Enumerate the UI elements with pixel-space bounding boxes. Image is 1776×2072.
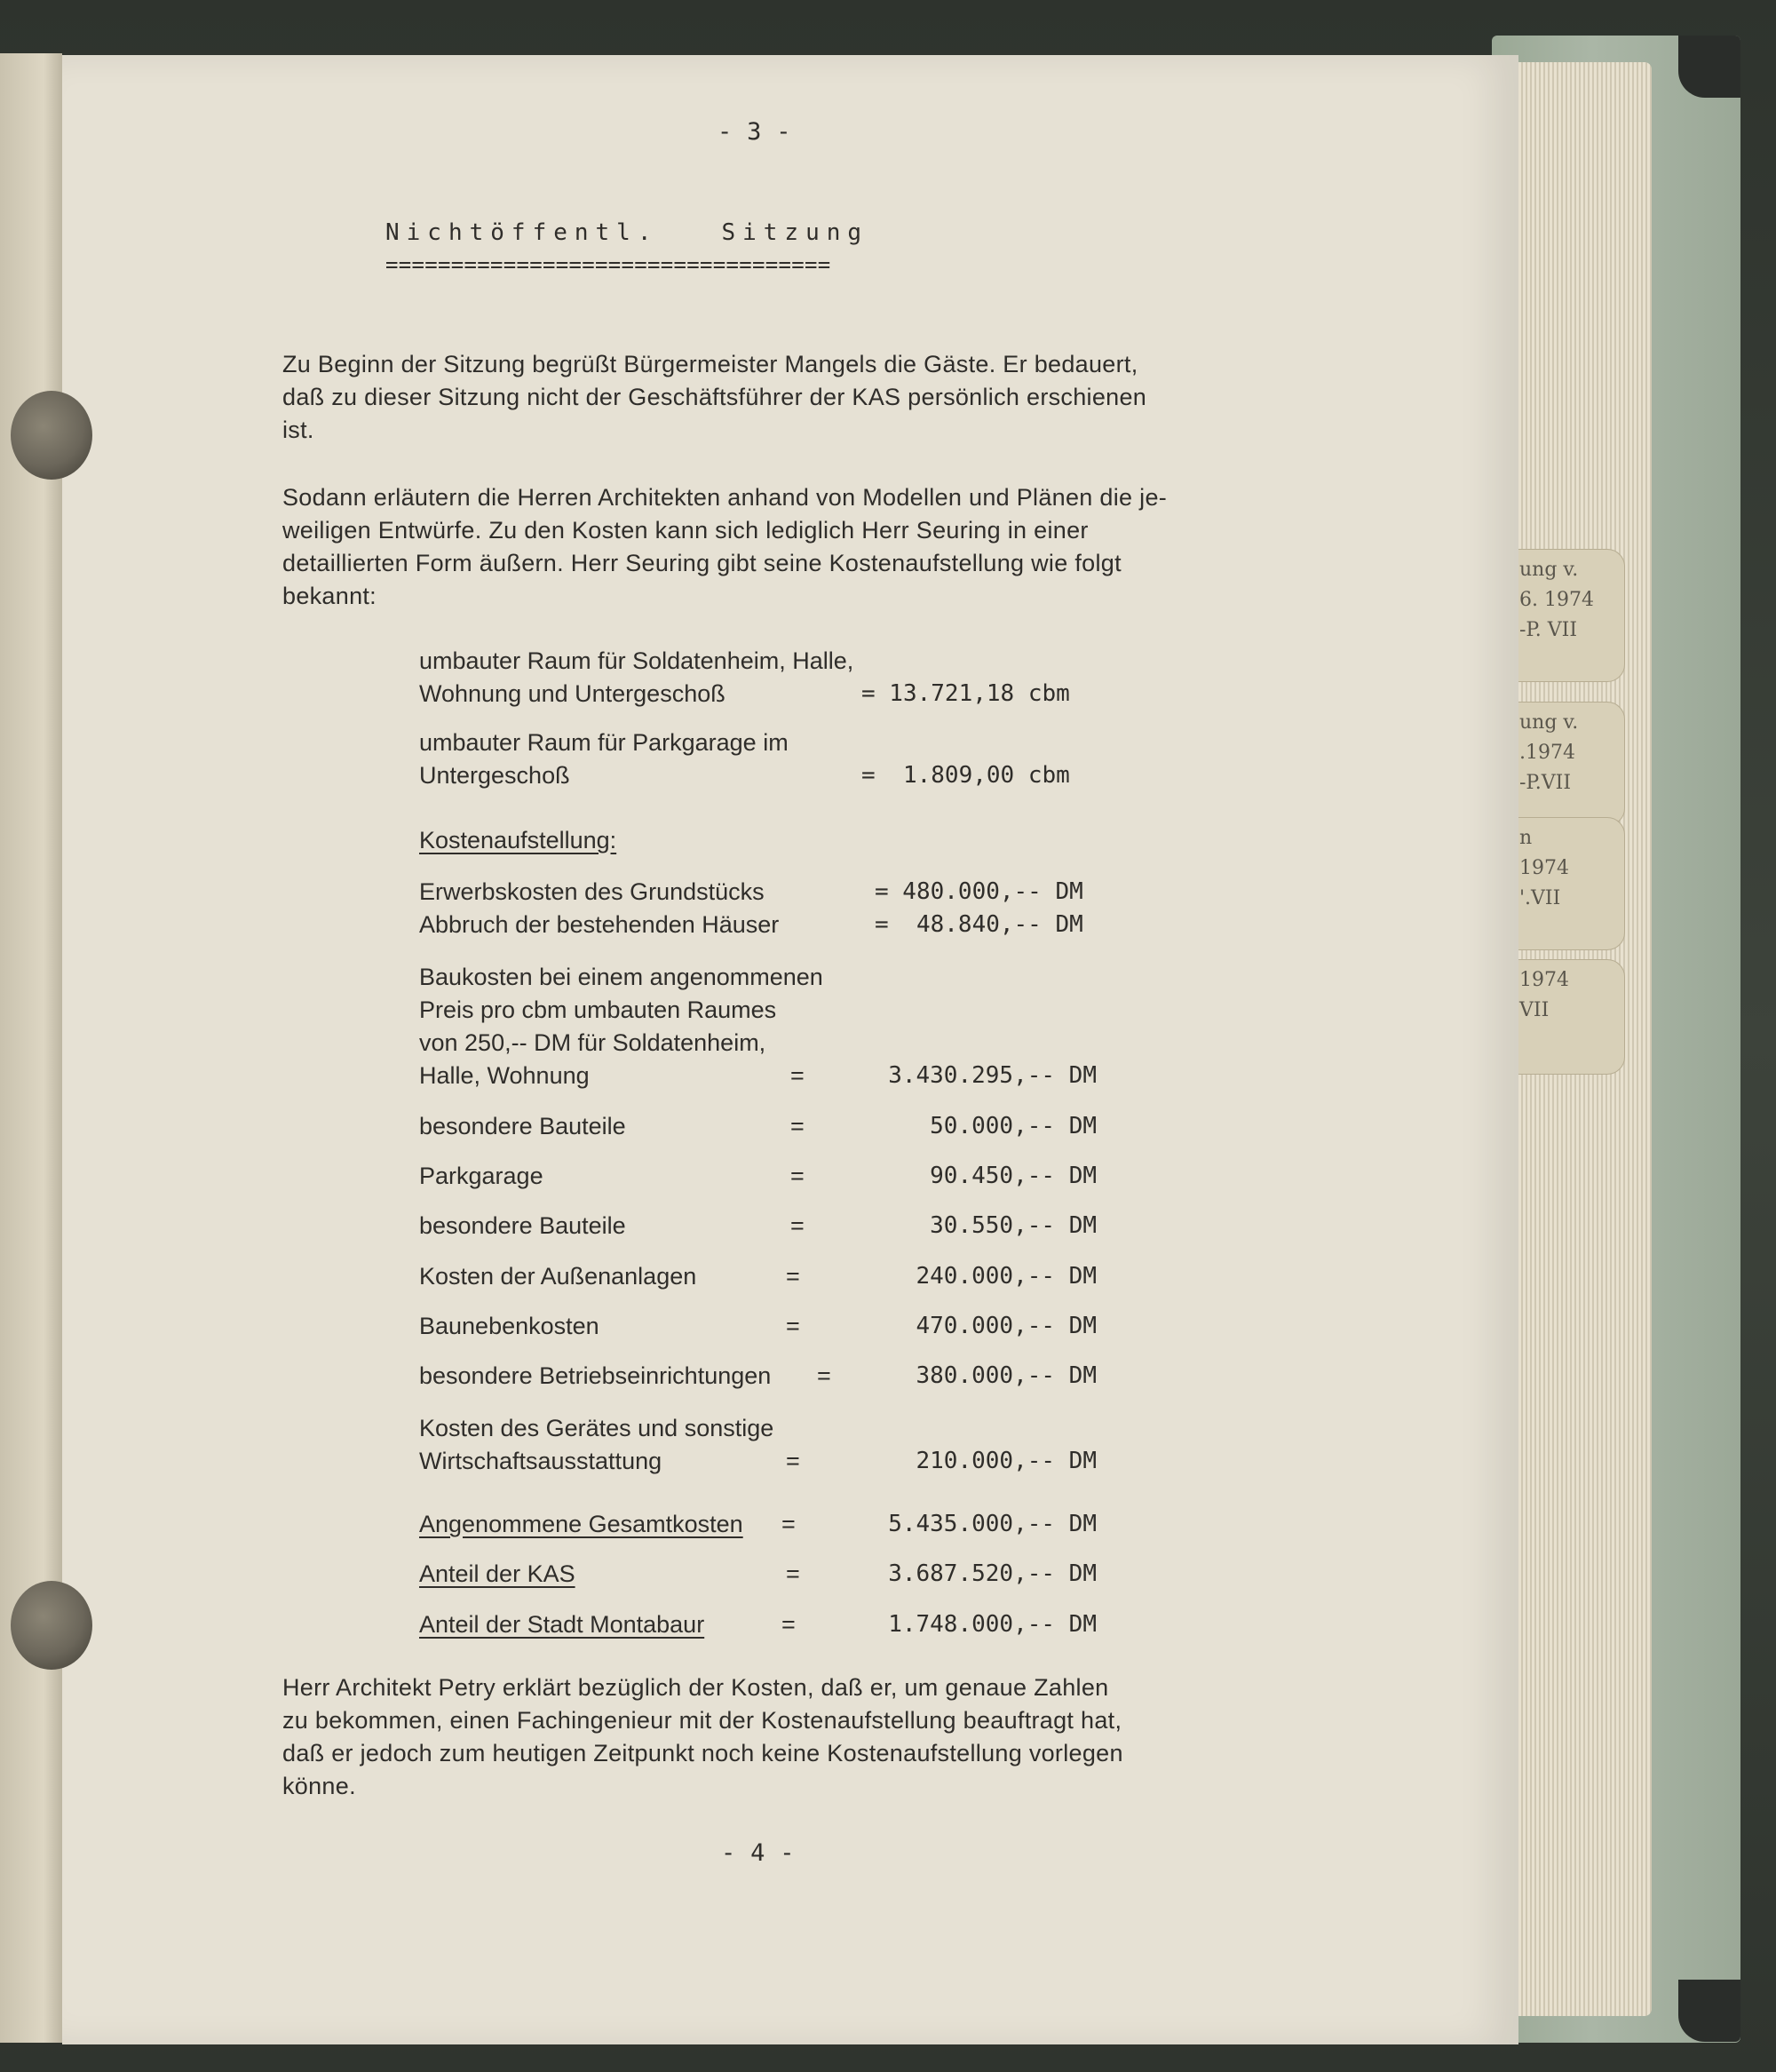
index-tab-4: 1974 VII xyxy=(1510,959,1625,1075)
document-page xyxy=(62,55,1518,2044)
index-tab-2: ung v. .1974 -P.VII xyxy=(1510,702,1625,826)
cost-value: = 480.000,-- DM xyxy=(875,878,1083,905)
total-value: 5.435.000,-- DM xyxy=(888,1511,1097,1537)
text-line: daß zu dieser Sitzung nicht der Geschäftsführer der KAS persönlich erschienen xyxy=(282,384,1147,410)
cost-label: Kosten der Außenanlagen xyxy=(419,1263,697,1290)
cost-value: = 48.840,-- DM xyxy=(875,911,1083,938)
text-line: von 250,-- DM für Soldatenheim, xyxy=(419,1029,766,1056)
equals-sign: = xyxy=(781,1511,796,1537)
heading-rule: ================================== xyxy=(385,252,831,277)
page-number-top: - 3 - xyxy=(718,118,791,146)
total-label: Anteil der Stadt Montabaur xyxy=(419,1611,705,1638)
text-line: Sodann erläutern die Herren Architekten anhand von Modellen und Plänen die je- xyxy=(282,484,1168,511)
text-line: zu bekommen, einen Fachingenieur mit der Kostenaufstellung beauftragt hat, xyxy=(282,1707,1122,1734)
text-line: Preis pro cbm umbauten Raumes xyxy=(419,996,777,1023)
equals-sign: = xyxy=(790,1062,805,1089)
cost-value: 90.450,-- DM xyxy=(930,1163,1097,1189)
text-line: detaillierten Form äußern. Herr Seuring gibt seine Kostenaufstellung wie folgt xyxy=(282,550,1122,576)
cost-label: Halle, Wohnung xyxy=(419,1062,590,1089)
binder-corner-bottom xyxy=(1678,1980,1740,2042)
cost-label: Baunebenkosten xyxy=(419,1313,599,1339)
punch-hole-top xyxy=(11,391,92,480)
equals-sign: = xyxy=(817,1362,831,1389)
index-tab-1: ung v. 6. 1974 -P. VII xyxy=(1510,549,1625,682)
text-line: weiligen Entwürfe. Zu den Kosten kann sich lediglich Herr Seuring in einer xyxy=(282,517,1089,544)
equals-sign: = xyxy=(786,1448,800,1474)
cost-value: 210.000,-- DM xyxy=(916,1448,1097,1474)
cost-label: besondere Bauteile xyxy=(419,1113,626,1139)
text-line: Zu Beginn der Sitzung begrüßt Bürgermeister Mangels die Gäste. Er bedauert, xyxy=(282,351,1138,377)
text-line: bekannt: xyxy=(282,583,377,609)
cost-label: Abbruch der bestehenden Häuser xyxy=(419,911,780,938)
total-value: 3.687.520,-- DM xyxy=(888,1560,1097,1587)
volume-label: Wohnung und Untergeschoß xyxy=(419,680,725,707)
total-value: 1.748.000,-- DM xyxy=(888,1611,1097,1638)
volume-label: umbauter Raum für Soldatenheim, Halle, xyxy=(419,647,854,674)
page-number-bottom: - 4 - xyxy=(721,1839,795,1867)
text-line: könne. xyxy=(282,1773,356,1799)
cost-label: besondere Betriebseinrichtungen xyxy=(419,1362,772,1389)
cost-value: 380.000,-- DM xyxy=(916,1362,1097,1389)
equals-sign: = xyxy=(786,1263,800,1290)
cost-value: 3.430.295,-- DM xyxy=(888,1062,1097,1089)
cost-label: Kosten des Gerätes und sonstige xyxy=(419,1415,774,1441)
cost-label: besondere Bauteile xyxy=(419,1212,626,1239)
total-label: Anteil der KAS xyxy=(419,1560,575,1587)
binder-corner-top xyxy=(1678,36,1740,98)
punch-hole-bottom xyxy=(11,1581,92,1670)
volume-label: Untergeschoß xyxy=(419,762,570,789)
text-line: Herr Architekt Petry erklärt bezüglich der Kosten, daß er, um genaue Zahlen xyxy=(282,1674,1109,1701)
equals-sign: = xyxy=(790,1113,805,1139)
equals-sign: = xyxy=(786,1313,800,1339)
cost-value: 470.000,-- DM xyxy=(916,1313,1097,1339)
equals-sign: = xyxy=(786,1560,800,1587)
cost-value: 50.000,-- DM xyxy=(930,1113,1097,1139)
cost-label: Parkgarage xyxy=(419,1163,543,1189)
text-line: daß er jedoch zum heutigen Zeitpunkt noch keine Kostenaufstellung vorlegen xyxy=(282,1740,1123,1766)
equals-sign: = xyxy=(790,1212,805,1239)
text-line: Baukosten bei einem angenommenen xyxy=(419,964,823,990)
volume-value: = 1.809,00 cbm xyxy=(861,762,1070,789)
left-facing-page xyxy=(0,53,62,2043)
cost-label: Wirtschaftsausstattung xyxy=(419,1448,662,1474)
cost-label: Erwerbskosten des Grundstücks xyxy=(419,878,765,905)
cost-value: 240.000,-- DM xyxy=(916,1263,1097,1290)
total-label: Angenommene Gesamtkosten xyxy=(419,1511,743,1537)
cost-value: 30.550,-- DM xyxy=(930,1212,1097,1239)
volume-value: = 13.721,18 cbm xyxy=(861,680,1070,707)
cost-heading: Kostenaufstellung: xyxy=(419,827,617,853)
index-tab-3: n 1974 '.VII xyxy=(1510,817,1625,950)
text-line: ist. xyxy=(282,417,314,443)
equals-sign: = xyxy=(790,1163,805,1189)
equals-sign: = xyxy=(781,1611,796,1638)
volume-label: umbauter Raum für Parkgarage im xyxy=(419,729,789,756)
section-heading: Nichtöffentl. Sitzung xyxy=(385,219,869,246)
